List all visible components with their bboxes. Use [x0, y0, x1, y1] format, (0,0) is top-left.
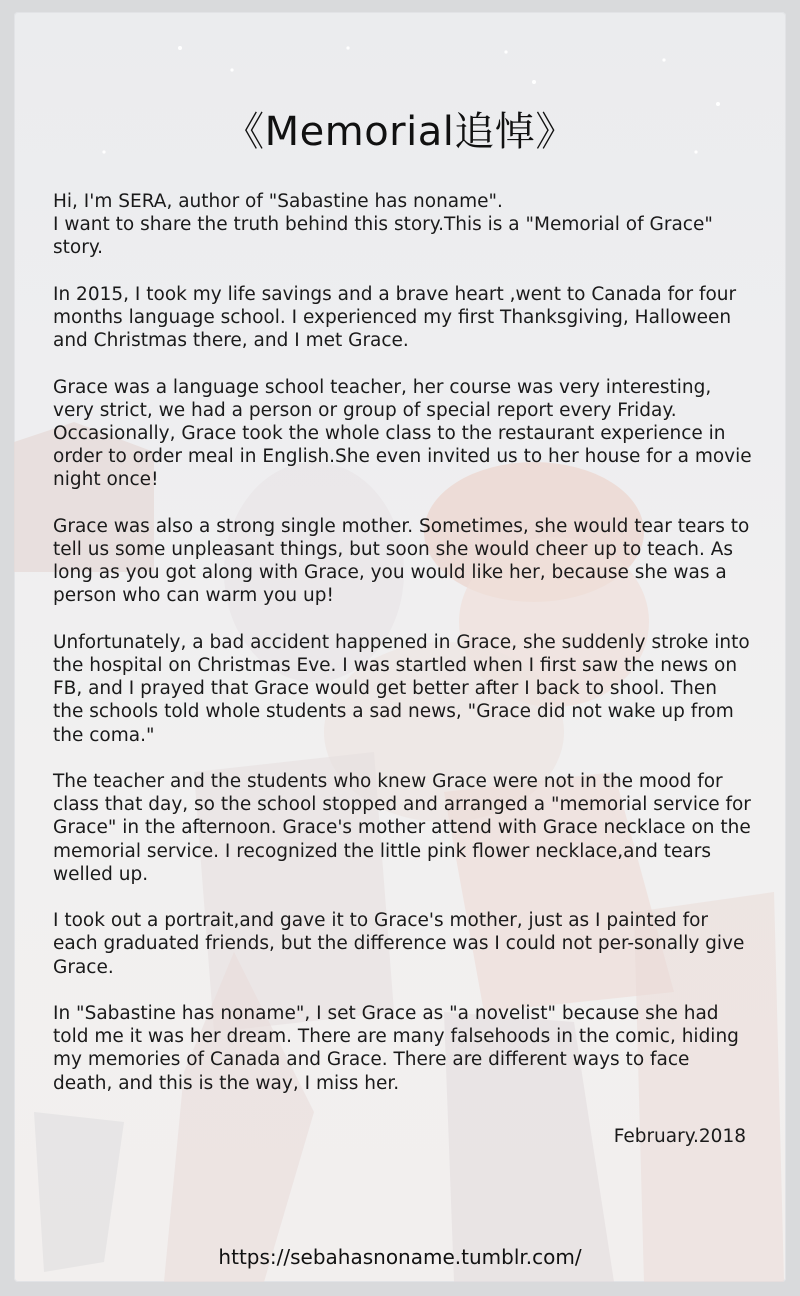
- paragraph: Unfortunately, a bad accident happened in Grace, she suddenly stroke into the hospital on Christmas Eve. I was startled when I first saw the news on FB, and I prayed that Grace would get better after I back to shool. Then the schools told whole students a sad news, "Grace did not wake up from the coma.": [53, 631, 750, 746]
- paragraph: In 2015, I took my life savings and a brave heart ,went to Canada for four months language school. I experienced my first Thanksgiving, Halloween and Christmas there, and I met Grace.: [53, 283, 737, 352]
- paragraph: Grace was also a strong single mother. Sometimes, she would tear tears to tell us some unpleasant things, but soon she would cheer up to teach. As long as you got along with Grace, you would like her, because she was a person who can warm you up!: [53, 515, 750, 607]
- signature-date: February.2018: [613, 1126, 746, 1147]
- website-url[interactable]: https://sebahasnoname.tumblr.com/: [218, 1245, 582, 1269]
- paragraph: Hi, I'm SERA, author of "Sabastine has noname". I want to share the truth behind this story.This is a "Memorial of Grace" story.: [53, 191, 713, 259]
- memorial-text: [53, 190, 753, 1118]
- paragraph: Grace was a language school teacher, her course was very interesting, very strict, we had a person or group of special report every Friday. Occasionally, Grace took the whole class to the restaurant experience in order to order meal in English.She even invited us to her house for a movie night once!: [53, 376, 752, 491]
- paragraph: I took out a portrait,and gave it to Grace's mother, just as I painted for each graduated friends, but the difference was I could not per-sonally give Grace.: [53, 910, 745, 978]
- paragraph: The teacher and the students who knew Grace were not in the mood for class that day, so the school stopped and arranged a "memorial service for Grace" in the afternoon. Grace's mother attend with Grace necklace on the memorial service. I recognized the little pink flower necklace,and tears welled up.: [53, 771, 751, 885]
- memorial-panel: [14, 12, 786, 1282]
- paragraph: In "Sabastine has noname", I set Grace as "a novelist" because she had told me it was her dream. There are many falsehoods in the comic, hiding my memories of Canada and Grace. There are different ways to face death, and this is the way, I miss her.: [53, 1003, 739, 1094]
- page-title: 《Memorial追悼》: [224, 109, 576, 155]
